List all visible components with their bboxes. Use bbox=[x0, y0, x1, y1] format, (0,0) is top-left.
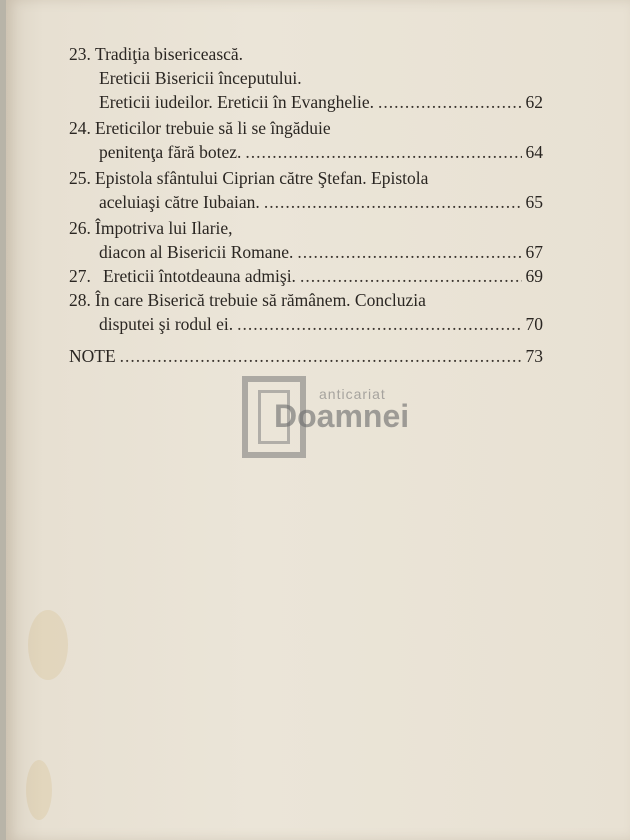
leader-dots bbox=[245, 142, 521, 163]
leader-dots bbox=[297, 242, 521, 263]
toc-entry-23-line2 bbox=[99, 68, 543, 92]
entry-title: Tradiţia bisericească. bbox=[95, 44, 244, 64]
paper-stain bbox=[26, 760, 52, 820]
page-number: 73 bbox=[525, 346, 543, 366]
toc-entry-23-line3 bbox=[99, 92, 543, 116]
toc-entry-26-line2 bbox=[99, 242, 543, 266]
toc-entry-25-line2 bbox=[99, 192, 543, 216]
entry-title: Ereticii iudeilor. Ereticii în Evanghelie. bbox=[99, 92, 375, 112]
entry-number: 23. bbox=[69, 44, 91, 64]
toc-entry-note bbox=[69, 346, 543, 370]
page-number: 65 bbox=[525, 192, 543, 212]
entry-title: Ereticii Bisericii începutului. bbox=[99, 68, 302, 88]
entry-title: aceluiaşi către Iubaian. bbox=[99, 192, 260, 212]
entry-title: Împotriva lui Ilarie, bbox=[95, 218, 233, 238]
toc-entry-26 bbox=[69, 218, 543, 242]
leader-dots bbox=[120, 346, 522, 367]
entry-title: penitenţa fără botez. bbox=[99, 142, 242, 162]
toc-entry-24-line2 bbox=[99, 142, 543, 166]
book-page bbox=[6, 0, 630, 840]
page-number: 67 bbox=[525, 242, 543, 262]
entry-number: 27. bbox=[69, 266, 91, 286]
entry-number: 26. bbox=[69, 218, 91, 238]
page-number: 62 bbox=[525, 92, 543, 112]
toc-entry-28-line2 bbox=[99, 314, 543, 338]
toc-entry-24 bbox=[69, 118, 543, 142]
entry-title: Epistola sfântului Ciprian către Ştefan. Epistola bbox=[95, 168, 429, 188]
entry-number: 28. bbox=[69, 290, 91, 310]
watermark-small-text: anticariat bbox=[319, 386, 386, 402]
toc-entry-23 bbox=[69, 44, 543, 68]
leader-dots bbox=[300, 266, 522, 287]
entry-number: 24. bbox=[69, 118, 91, 138]
leader-dots bbox=[237, 314, 521, 335]
toc-entry-25 bbox=[69, 168, 543, 192]
entry-title: NOTE bbox=[69, 346, 116, 366]
leader-dots bbox=[378, 92, 521, 113]
page-number: 70 bbox=[525, 314, 543, 334]
paper-stain bbox=[28, 610, 68, 680]
entry-number: 25. bbox=[69, 168, 91, 188]
entry-title: Ereticilor trebuie să li se îngăduie bbox=[95, 118, 331, 138]
page-number: 69 bbox=[525, 266, 543, 286]
entry-title: diacon al Bisericii Romane. bbox=[99, 242, 294, 262]
page-number: 64 bbox=[525, 142, 543, 162]
toc-entry-27 bbox=[69, 266, 543, 290]
leader-dots bbox=[264, 192, 522, 213]
toc-entry-28 bbox=[69, 290, 543, 314]
entry-title: În care Biserică trebuie să rămânem. Concluzia bbox=[95, 290, 426, 310]
watermark-large-text: Doamnei bbox=[274, 398, 410, 434]
entry-title: Ereticii întotdeauna admişi. bbox=[103, 266, 296, 286]
entry-title: disputei şi rodul ei. bbox=[99, 314, 234, 334]
